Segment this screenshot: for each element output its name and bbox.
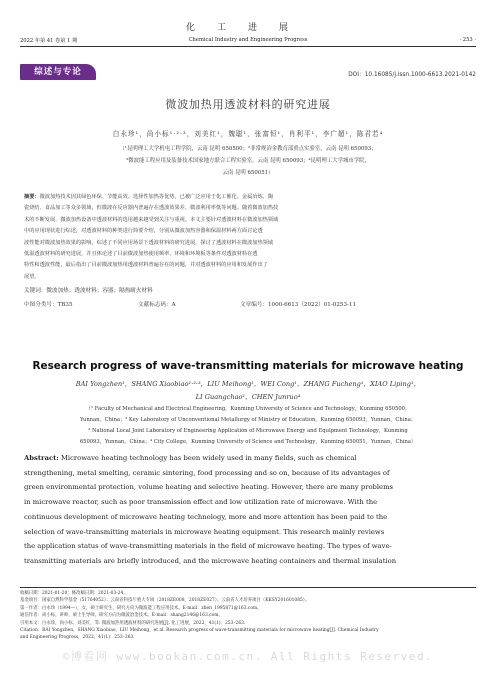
header-rule	[20, 46, 476, 47]
abstract-en-line: selection of wave-transmitting materials in microwave heating equipment. This research mainly reviews	[24, 527, 385, 536]
citation-en: Citation：BAI Yongzhen，SHANG Xiaobiao，LIU Meihong，et al. Research progress of wave-transmitting materials for microwave heating[J]. Chemical Industry	[20, 628, 379, 634]
citation-cn: 引用本文：白永珍，尚小标，刘美红，等. 微波加热用透波材料的研究进展[J]. 化工进展，2022，41(1)：253–263.	[20, 620, 246, 626]
journal-title-cn: 化工进展	[185, 23, 310, 33]
abstract-cn-line: 瓷烧结、食品加工等众多领域，但微波在反应器内普遍存在透波效果差、微波利用率低等问题。随着微波加热技	[24, 205, 279, 212]
section-tag: 综述与专论	[20, 64, 96, 80]
affiliation-cn-line: （¹昆明理工大学机电工程学院，云南 昆明 650500；²非常规冶金教育部重点实验室，云南 昆明 650093；	[119, 146, 377, 152]
doi: DOI：10.16085/j.issn.1000-6613.2021-0142	[348, 72, 476, 78]
fund-info: 基金项目：国家自然科学基金（51764052）；云南省科技厅重大专项（2018ZE008，2018ZE027）；云南省人才培养项目（KKSY201601085）。	[20, 598, 310, 604]
affiliation-en-line: ³ National Local Joint Laboratory of Engineering Application of Microwave Energy and Equipment Technology，Kunming	[88, 428, 408, 434]
keywords-cn: 关键词：微波加热；透波材料；容器；隔热耐火材料	[24, 288, 153, 294]
abstract-cn-line: 低温透波材料的研究进展，并且体论述了目前微波加热使用频率、环境和环境板等条件对透波材料在透	[24, 251, 258, 257]
watermark: ©博看网 www.bookan.com.cn. All Rights Reserved.	[62, 650, 434, 663]
abstract-cn-label: 摘要：	[24, 194, 40, 200]
authors-cn: 白永珍¹，尚小标¹·²·³，刘美红¹，魏聪¹，张富恒¹，肖利平¹，李广超¹，陈君若⁴	[112, 130, 384, 138]
abstract-en-line: transmitting materials are briefly introduced, and the microwave heating containers and thermal insulation	[24, 556, 397, 565]
title-cn: 微波加热用透波材料的研究进展	[165, 98, 331, 111]
abstract-cn-line: 展望。	[24, 273, 40, 280]
affiliation-en-line: Yunnan，China；² Key Laboratory of Unconventional Metallurgy of Ministry of Education，Kunming 650093，Yunnan，China；	[80, 417, 416, 423]
footnote-rule	[20, 587, 476, 588]
classification-cn: 中图分类号：TB35	[24, 302, 73, 308]
affiliation-en-line: （¹ Faculty of Mechanical and Electrical Engineering，Kunming University of Science and Technology，Kunming 650500，	[85, 406, 411, 412]
abstract-en-line: green environmental protection, volume heating and selective heating. However, there are many problems	[24, 483, 394, 492]
abstract-en-line: Abstract: Microwave heating technology has been widely used in many fields, such as chemical	[24, 454, 357, 462]
abstract-en-line: continuous development of microwave heating technology, more and more attention has been paid to the	[24, 512, 388, 521]
abstract-cn-line: 中的应用现状进行综述，对透波材料的种类进行简要介绍，分别从微波加热容器和保温材料两方面讨论透	[24, 228, 263, 235]
volume-info: 2022 年第 41 卷第 1 期	[20, 38, 78, 44]
corresponding-author-info: 通信作者：尚小标，讲师，硕士生导师，研究方向为微波冶金技术。E-mail：shang2146@163.com。	[20, 613, 223, 619]
affiliation-cn-line: ³微波能工程应用及装备技术国家地方联合工程实验室，云南 昆明 650093；⁴昆明理工大学城市学院，	[126, 158, 370, 164]
article-number-cn: 文章编号：1000-6613（2022）01-0253-11	[240, 302, 357, 308]
abstract-en	[24, 451, 474, 569]
affiliation-cn-line: 云南 昆明 650051）	[222, 170, 274, 176]
abstract-en-line: in microwave reactor, such as poor transmission effect and low utilization rate of microwave. With the	[24, 498, 378, 507]
abstract-cn-line: 术的不断发展，微波加热设备中透波材料的选用越来越受到关注与重视。本文主要针对透波材料在微波加热领域	[24, 216, 279, 223]
abstract-en-label: Abstract:	[24, 454, 59, 462]
abstract-cn-line: 摘要：微波加热技术因其绿色环保、节能高效、选择性加热等优势，已被广泛应用于化工催化、金属冶炼、陶	[24, 194, 274, 200]
first-author-info: 第一作者：白永珍（1994—），女，硕士研究生，研究方向为微波能工程应用技术。E-mail：zhen_1995871@163.com。	[20, 605, 262, 611]
title-en: Research progress of wave-transmitting materials for microwave heating	[32, 360, 464, 372]
affiliation-en-line: 650093，Yunnan，China；⁴ City College，Kunming University of Science and Technology，Kunming 650051，Yunnan，China）	[79, 439, 417, 445]
authors-en-line: LI Guangchao¹，CHEN Junruo⁴	[195, 393, 301, 401]
citation-en-continued: and Engineering Progress，2022，41(1)：253–263.	[20, 635, 135, 641]
page-number: · 253 ·	[459, 37, 476, 43]
abstract-en-line: strengthening, metal smelting, ceramic sintering, food processing and so on, because of its advantages of	[24, 468, 390, 477]
footnotes	[20, 590, 476, 642]
abstract-en-line: the application status of wave-transmitting materials in the field of microwave heating. The types of wave-	[24, 542, 392, 551]
journal-title-en: Chemical Industry and Engineering Progress	[188, 37, 308, 43]
received-date: 收稿日期：2021-01-20；修改稿日期：2021-03-24。	[20, 591, 128, 596]
abstract-cn-line: 波性能对微波加热效果的影响，综述了不同应用场景下透波材料的研究进展。探讨了透波材料在微波加热领域	[24, 239, 274, 246]
abstract-cn-line: 特性和透波性能，最后指出了目前微波加热用透波材料普遍存在的问题，并对透波材料的应用和发展作出了	[24, 262, 268, 269]
doc-code-cn: 文献标志码：A	[138, 302, 176, 308]
authors-en-line: BAI Yongzhen¹，SHANG Xiaobiao¹·²·³，LIU Meihong¹，WEI Cong¹，ZHANG Fucheng¹，XIAO Liping¹，	[75, 380, 421, 388]
